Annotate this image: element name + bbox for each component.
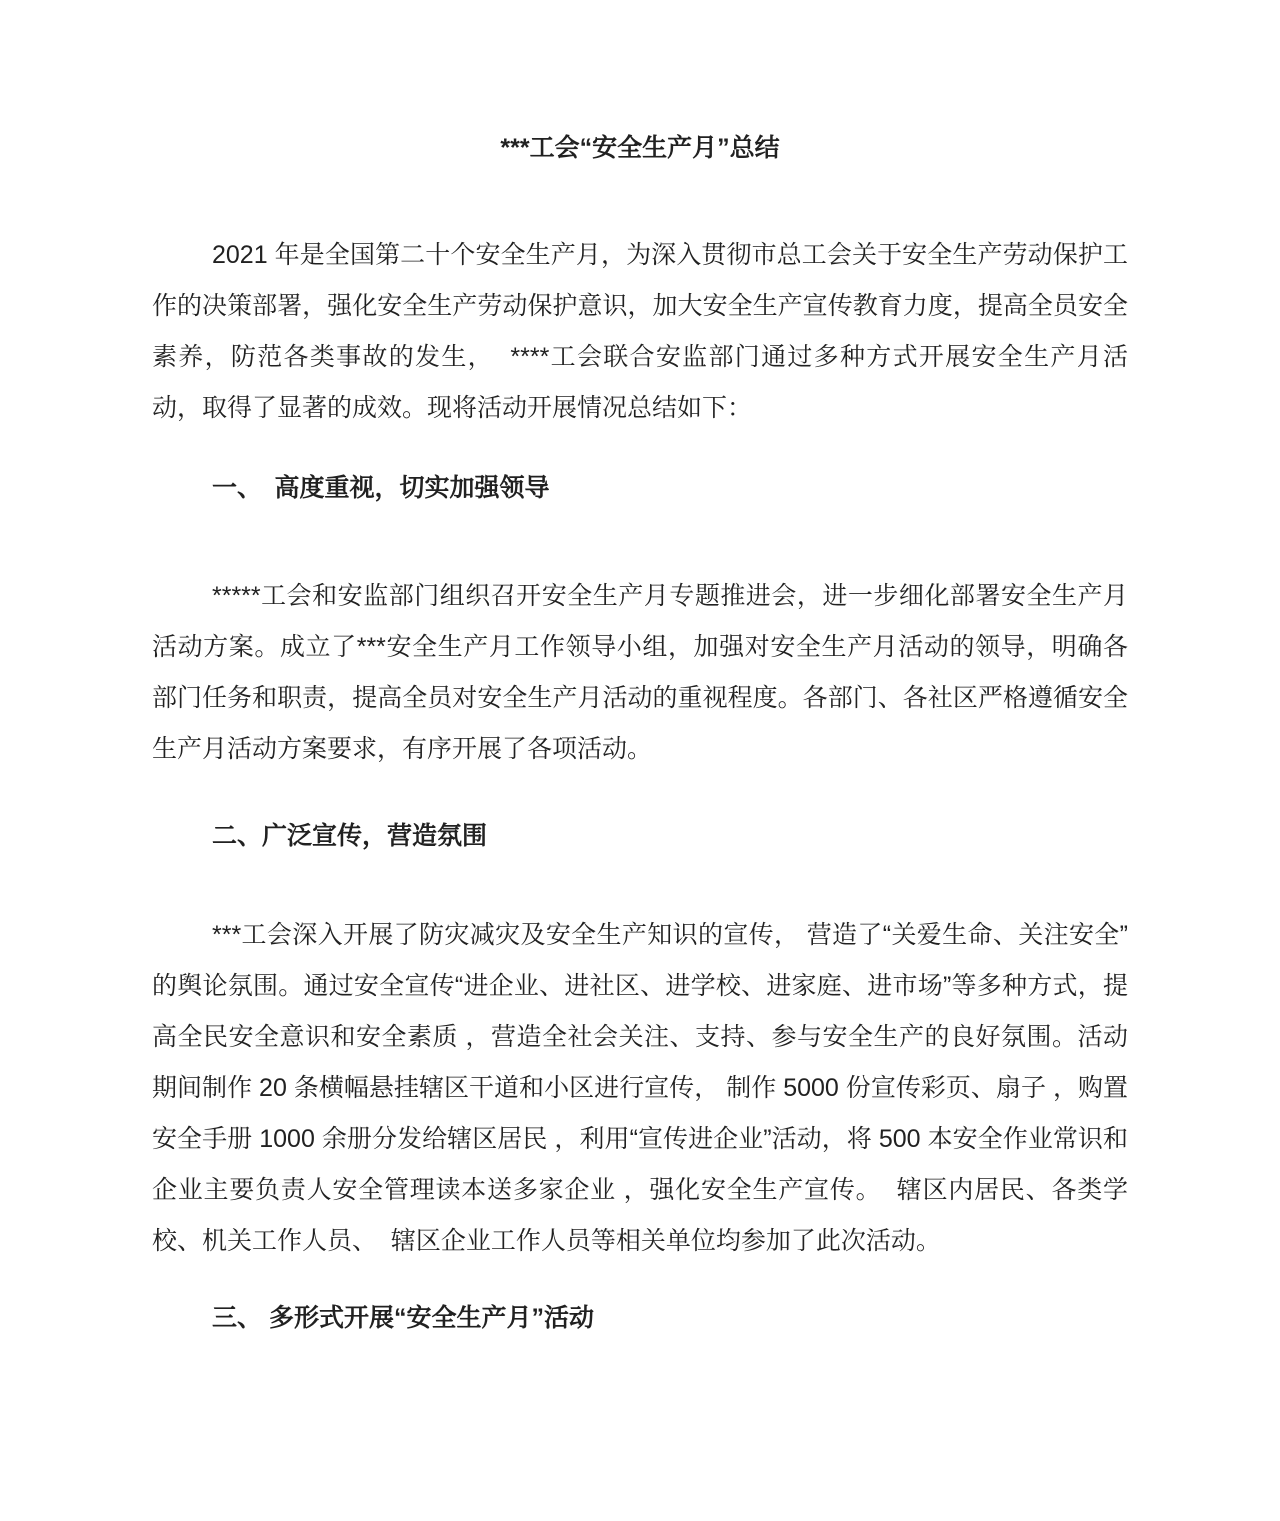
section-heading-1: 一、 高度重视，切实加强领导 [212,474,550,502]
paragraph-intro: 2021 年是全国第二十个安全生产月，为深入贯彻市总工会关于安全生产劳动保护工作的决策部署，强化安全生产劳动保护意识，加大安全生产宣传教育力度，提高全员安全素养，防范各类事故的发生， ****工会联合安监部门通过多种方式开展安全生产月活动，取得了显著的成效。现将活动开展情况总结如下： [152,241,1128,422]
paragraph-section-1: *****工会和安监部门组织召开安全生产月专题推进会，进一步细化部署安全生产月活动方案。成立了***安全生产月工作领导小组，加强对安全生产月活动的领导，明确各部门任务和职责，提高全员对安全生产月活动的重视程度。各部门、各社区严格遵循安全生产月活动方案要求，有序开展了各项活动。 [152,582,1128,763]
section-heading-2: 二、广泛宣传，营造氛围 [212,822,488,850]
document-title: ***工会“安全生产月”总结 [500,134,780,162]
section-heading-3: 三、 多形式开展“安全生产月”活动 [212,1304,594,1332]
paragraph-section-2: ***工会深入开展了防灾减灾及安全生产知识的宣传， 营造了“关爱生命、关注安全”的舆论氛围。通过安全宣传“进企业、进社区、进学校、进家庭、进市场”等多种方式，提高全民安全意识和安全素质 ，营造全社会关注、支持、参与安全生产的良好氛围。活动期间制作 20 条横幅悬挂辖区干道和小区进行宣传， 制作 5000 份宣传彩页、扇子 ，购置安全手册 1000 余册分发给辖区居民 ，利用“宣传进企业”活动，将 500 本安全作业常识和企业主要负责人安全管理读本送多家企业 ，强化安全生产宣传。 辖区内居民、各类学校、机关工作人员、 辖区企业工作人员等相关单位均参加了此次活动。 [152,921,1128,1255]
